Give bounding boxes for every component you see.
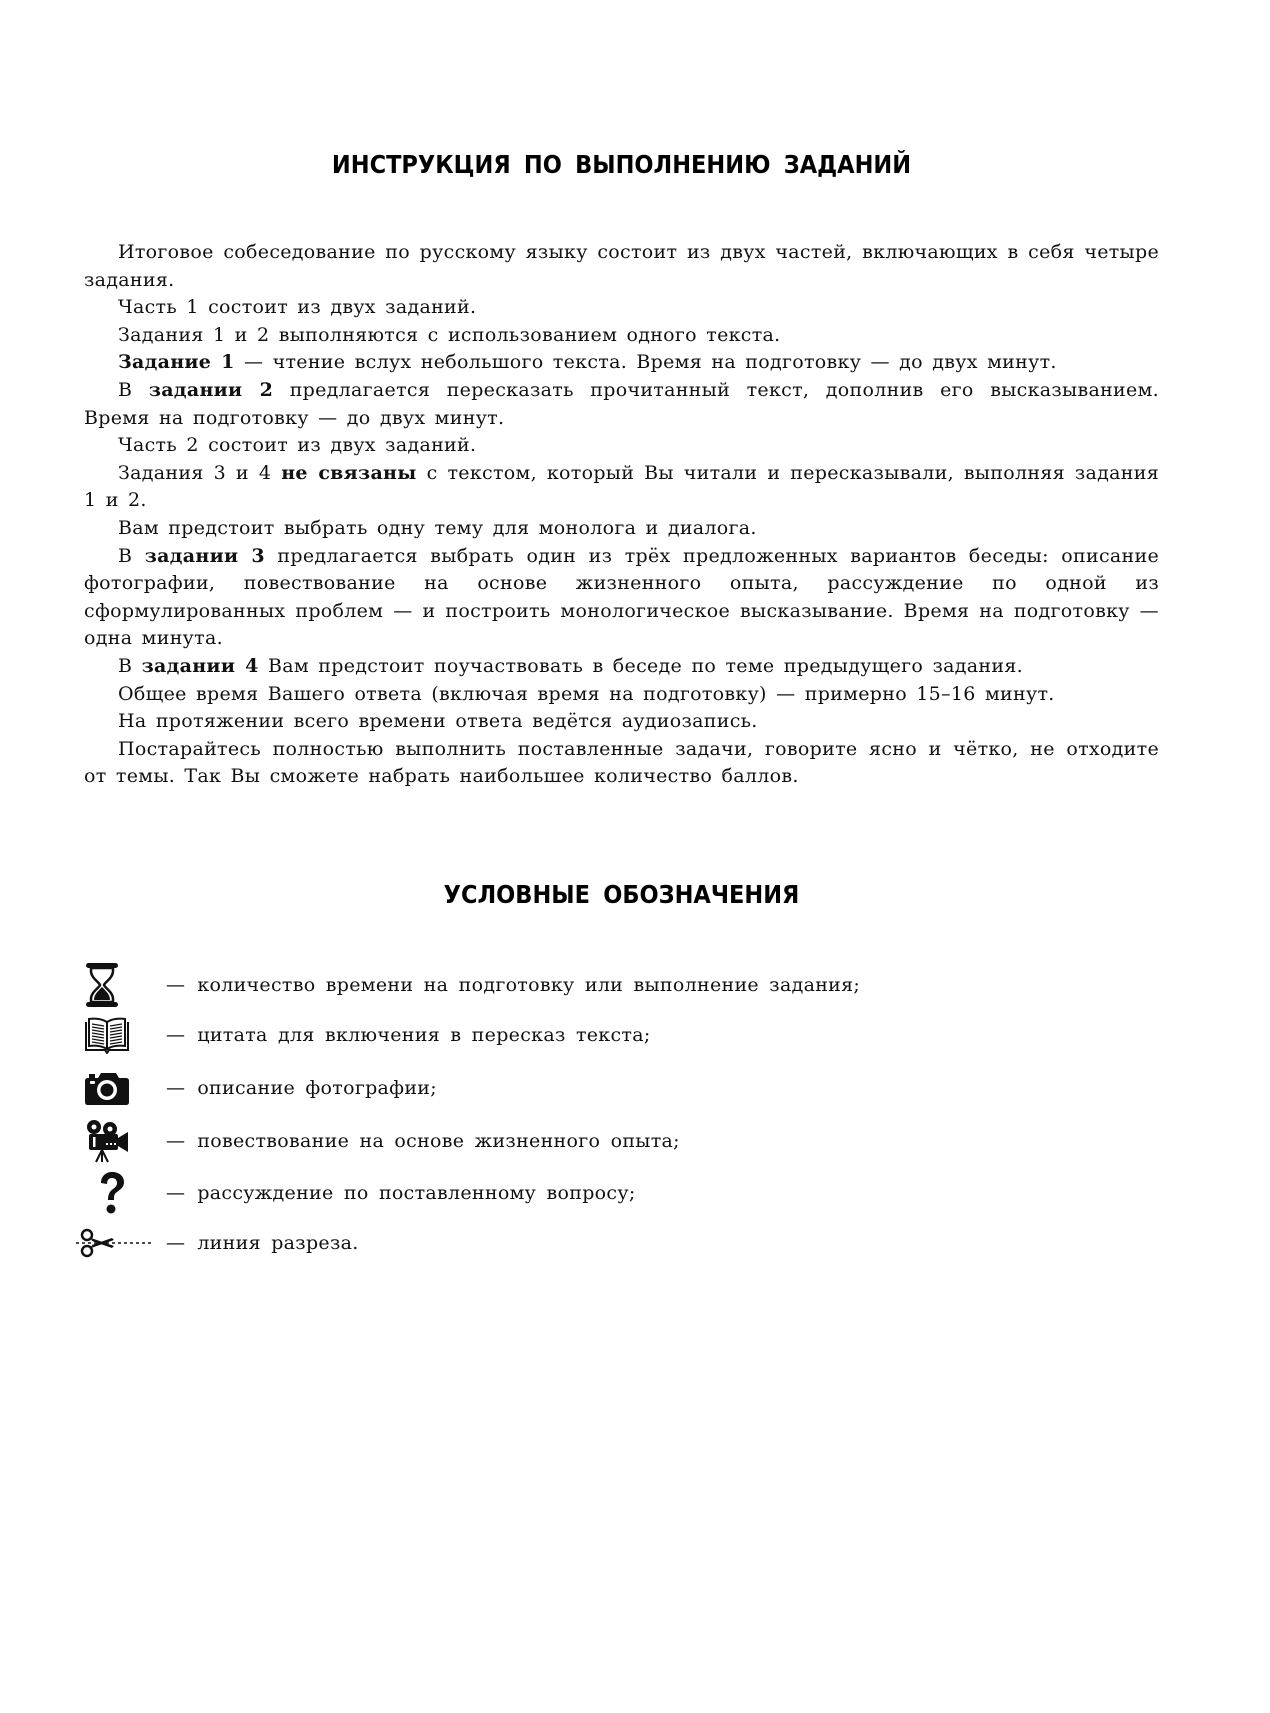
- legend-heading: УСЛОВНЫЕ ОБОЗНАЧЕНИЯ: [443, 880, 800, 909]
- scissors-cut-line-icon: [76, 1218, 156, 1268]
- bold-term: не связаны: [281, 461, 417, 484]
- hourglass-icon: [84, 960, 164, 1010]
- open-book-icon: [84, 1010, 164, 1060]
- camera-icon: [84, 1063, 164, 1113]
- bold-term: задании 2: [148, 378, 274, 401]
- instructions-heading: ИНСТРУКЦИЯ ПО ВЫПОЛНЕНИЮ ЗАДАНИЙ: [331, 150, 912, 179]
- paragraph: Задания 3 и 4 не связаны с текстом, который Вы читали и пересказывали, выполняя задания 1 и 2.: [84, 461, 1159, 512]
- question-mark-icon: [84, 1168, 164, 1218]
- paragraph: Вам предстоит выбрать одну тему для монолога и диалога.: [118, 516, 757, 539]
- legend-item: — повествование на основе жизненного опыта;: [84, 1116, 1084, 1166]
- legend-item: — линия разреза.: [84, 1218, 1084, 1268]
- paragraph: Итоговое собеседование по русскому языку состоит из двух частей, включающих в себя четыре задания.: [84, 241, 1159, 291]
- paragraph: В задании 3 предлагается выбрать один из трёх предложенных вариантов беседы: описание фотографии, повествование на основе жизненного опыта, рассуждение по одной из сформулированных проблем — и построить монологическое высказывание. Время на подготовку — одна минута.: [84, 544, 1159, 650]
- paragraph: Общее время Вашего ответа (включая время на подготовку) — примерно 15–16 минут.: [118, 682, 1055, 705]
- instructions-body: [84, 239, 1159, 791]
- paragraph: В задании 4 Вам предстоит поучаствовать в беседе по теме предыдущего задания.: [118, 654, 1023, 677]
- paragraph: На протяжении всего времени ответа ведётся аудиозапись.: [118, 710, 758, 733]
- bold-term: Задание 1: [118, 351, 235, 374]
- legend-item: — описание фотографии;: [84, 1063, 1084, 1113]
- paragraph: Задание 1 — чтение вслух небольшого текста. Время на подготовку — до двух минут.: [118, 351, 1057, 374]
- paragraph: Постарайтесь полностью выполнить поставленные задачи, говорите ясно и чётко, не отходите от темы. Так Вы сможете набрать наибольшее количество баллов.: [84, 737, 1159, 788]
- movie-camera-icon: [84, 1116, 164, 1166]
- paragraph: Задания 1 и 2 выполняются с использованием одного текста.: [118, 323, 781, 346]
- paragraph: Часть 1 состоит из двух заданий.: [118, 296, 477, 319]
- legend-item: — количество времени на подготовку или выполнение задания;: [84, 960, 1084, 1010]
- bold-term: задании 4: [141, 654, 259, 677]
- legend-item: — рассуждение по поставленному вопросу;: [84, 1168, 1084, 1218]
- legend-item: — цитата для включения в пересказ текста;: [84, 1010, 1084, 1060]
- paragraph: Часть 2 состоит из двух заданий.: [118, 434, 477, 457]
- bold-term: задании 3: [144, 544, 265, 567]
- paragraph: В задании 2 предлагается пересказать прочитанный текст, дополнив его высказыванием. Время на подготовку — до двух минут.: [84, 378, 1159, 429]
